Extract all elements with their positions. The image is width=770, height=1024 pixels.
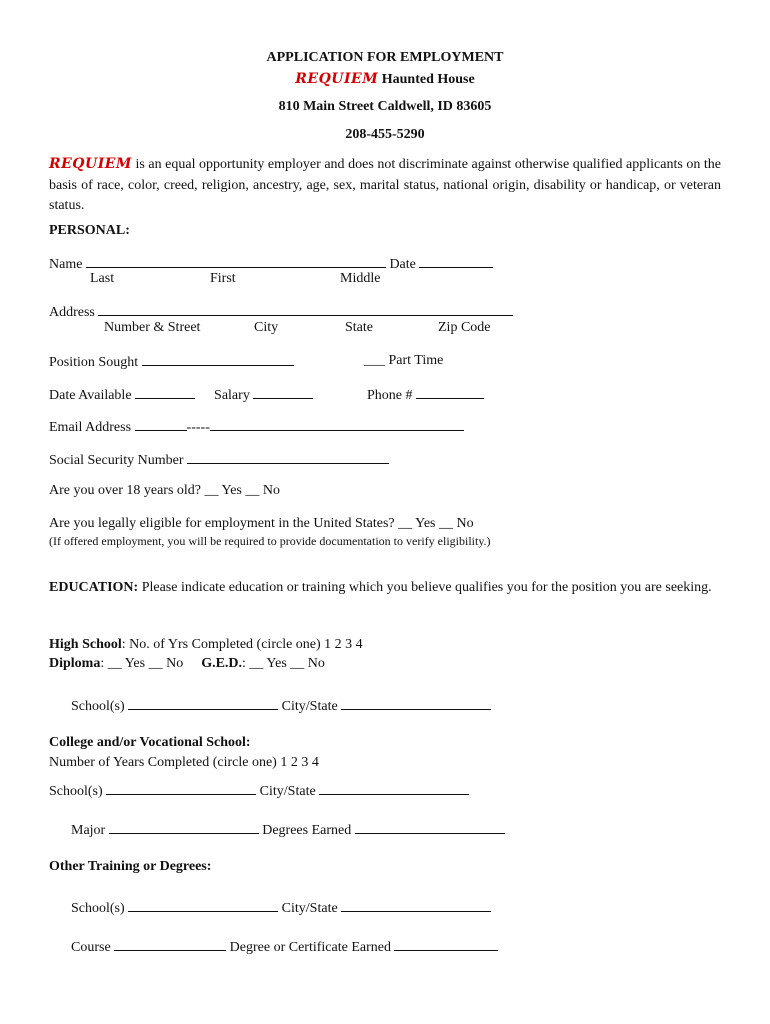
company-phone: 208-455-5290 [345, 127, 425, 142]
eligibility-note: (If offered employment, you will be required to provide documentation to verify eligibility.) [49, 534, 491, 548]
hs-city-label: City/State [281, 699, 338, 714]
email-dashes: ----- [186, 420, 210, 435]
email-field-part1[interactable] [135, 418, 187, 431]
eligibility-question[interactable]: Are you legally eligible for employment in the United States? __ Yes __ No [49, 516, 474, 531]
date-field[interactable] [419, 255, 493, 268]
other-school-row [71, 899, 491, 917]
email-row [49, 418, 464, 436]
name-field[interactable] [86, 255, 386, 268]
college-city-label: City/State [259, 784, 316, 799]
salary-label: Salary [214, 388, 250, 403]
hs-school-row [71, 697, 491, 715]
date-available-label: Date Available [49, 388, 132, 403]
hs-city-field[interactable] [341, 697, 491, 710]
hs-school-field[interactable] [128, 697, 278, 710]
course-row [71, 938, 498, 956]
college-school-label: School(s) [49, 784, 103, 799]
over-18-question[interactable]: Are you over 18 years old? __ Yes __ No [49, 483, 280, 498]
date-available-row [49, 386, 313, 404]
company-line [0, 71, 770, 88]
name-row [49, 255, 493, 273]
high-school-row [49, 637, 363, 653]
name-label: Name [49, 257, 83, 272]
address-row [49, 303, 513, 321]
education-intro-text: Please indicate education or training which you believe qualifies you for the position you are seeking. [138, 580, 712, 595]
address-label: Address [49, 305, 95, 320]
high-school-label: High School [49, 637, 122, 652]
position-field[interactable] [142, 353, 294, 366]
diploma-row [49, 656, 325, 672]
certificate-label: Degree or Certificate Earned [229, 940, 391, 955]
ssn-row [49, 451, 389, 469]
college-school-row [49, 782, 469, 800]
position-label: Position Sought [49, 355, 139, 370]
diploma-label: Diploma [49, 656, 101, 671]
other-school-label: School(s) [71, 901, 125, 916]
address-sub-zip: Zip Code [438, 320, 491, 335]
other-city-field[interactable] [341, 899, 491, 912]
major-row [71, 821, 505, 839]
address-sub-city: City [254, 320, 279, 335]
college-school-field[interactable] [106, 782, 256, 795]
major-field[interactable] [109, 821, 259, 834]
position-row [49, 353, 294, 371]
name-sub-middle: Middle [340, 271, 381, 286]
email-field-part2[interactable] [210, 418, 464, 431]
education-heading: EDUCATION: [49, 580, 139, 595]
personal-heading: PERSONAL: [49, 223, 130, 238]
phone-row [367, 386, 484, 404]
high-school-years[interactable]: : No. of Yrs Completed (circle one) 1 2 3 4 [121, 637, 363, 652]
major-label: Major [71, 823, 106, 838]
other-school-field[interactable] [128, 899, 278, 912]
hs-school-label: School(s) [71, 699, 125, 714]
address-sub-state: State [345, 320, 373, 335]
form-title: APPLICATION FOR EMPLOYMENT [266, 50, 504, 65]
phone-field[interactable] [416, 386, 484, 399]
certificate-field[interactable] [394, 938, 498, 951]
other-training-heading: Other Training or Degrees: [49, 859, 212, 874]
course-field[interactable] [114, 938, 226, 951]
education-intro [49, 578, 721, 598]
diploma-options[interactable]: : __ Yes __ No [100, 656, 184, 671]
college-city-field[interactable] [319, 782, 469, 795]
company-brand: REQUIEM [295, 71, 379, 87]
ged-options[interactable]: : __ Yes __ No [242, 656, 325, 671]
name-sub-last: Last [90, 271, 115, 286]
intro-text: is an equal opportunity employer and does not discriminate against otherwise qualified applicants on the basis of race, color, creed, religion, ancestry, age, sex, marital status, national origin, disability or handicap, or veteran status. [49, 157, 721, 213]
email-label: Email Address [49, 420, 132, 435]
ged-label: G.E.D. [201, 656, 243, 671]
college-heading: College and/or Vocational School: [49, 735, 251, 750]
degrees-field[interactable] [355, 821, 505, 834]
ssn-label: Social Security Number [49, 453, 184, 468]
address-field[interactable] [98, 303, 513, 316]
address-sub-street: Number & Street [104, 320, 201, 335]
date-label: Date [389, 257, 416, 272]
degrees-label: Degrees Earned [262, 823, 352, 838]
phone-label: Phone # [367, 388, 413, 403]
company-suffix: Haunted House [381, 72, 475, 87]
company-address: 810 Main Street Caldwell, ID 83605 [278, 99, 492, 114]
name-sub-first: First [210, 271, 236, 286]
intro-brand: REQUIEM [49, 156, 132, 172]
part-time-option[interactable]: ___ Part Time [364, 353, 444, 368]
college-years[interactable]: Number of Years Completed (circle one) 1 2 3 4 [49, 755, 319, 770]
other-city-label: City/State [281, 901, 338, 916]
course-label: Course [71, 940, 111, 955]
ssn-field[interactable] [187, 451, 389, 464]
salary-field[interactable] [253, 386, 313, 399]
date-available-field[interactable] [135, 386, 195, 399]
eeo-statement [49, 154, 721, 217]
